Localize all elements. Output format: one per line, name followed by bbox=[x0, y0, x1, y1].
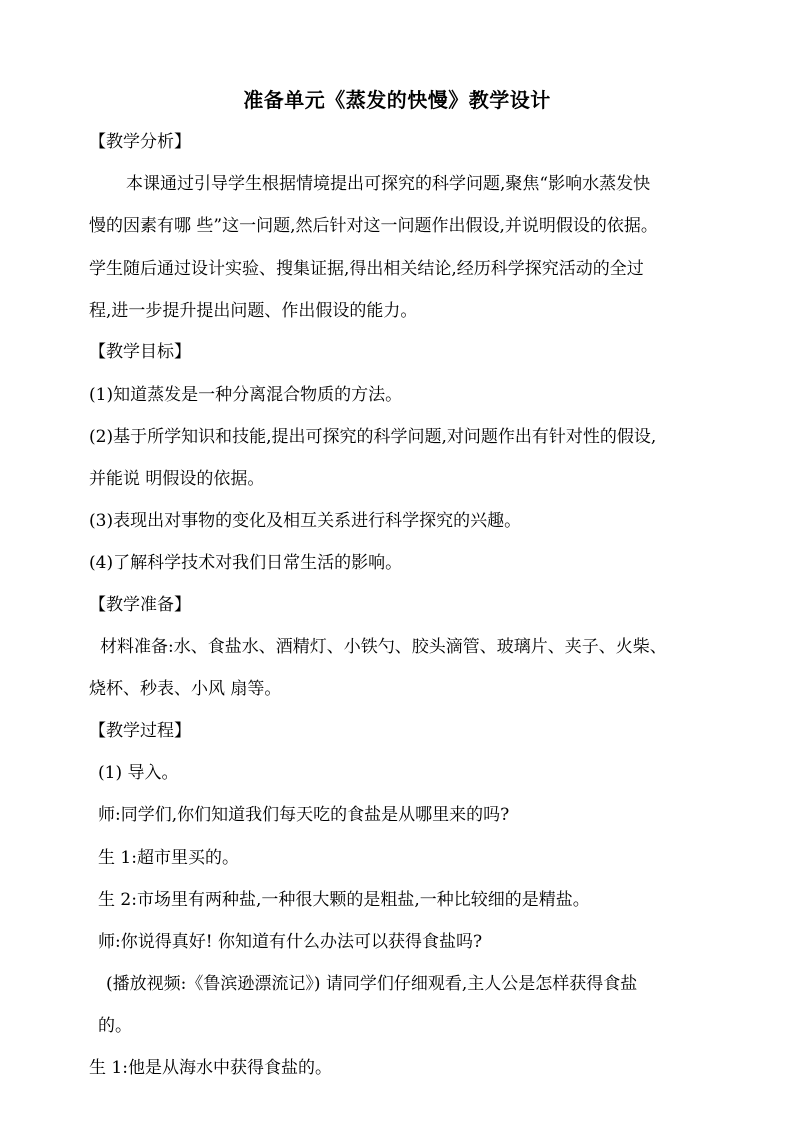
analysis-line-4: 程,进一步提升提出问题、作出假设的能力。 bbox=[89, 301, 418, 321]
analysis-line-2: 慢的因素有哪 些”这一问题,然后针对这一问题作出假设,并说明假设的依据。 bbox=[89, 216, 658, 236]
prep-line-1: 材料准备:水、食盐水、酒精灯、小铁勺、胶头滴管、玻璃片、夹子、火柴、 bbox=[100, 637, 667, 657]
process-line-5: 师:你说得真好! 你知道有什么办法可以获得食盐吗? bbox=[98, 932, 483, 952]
section-heading-prep: 【教学准备】 bbox=[89, 595, 191, 615]
process-line-7: 的。 bbox=[98, 1016, 132, 1036]
process-line-1: (1) 导入。 bbox=[98, 763, 179, 783]
analysis-line-1: 本课通过引导学生根据情境提出可探究的科学问题,聚焦“影响水蒸发快 bbox=[126, 174, 651, 194]
goal-line-1: (1)知道蒸发是一种分离混合物质的方法。 bbox=[89, 385, 403, 405]
goal-line-2: (2)基于所学知识和技能,提出可探究的科学问题,对问题作出有针对性的假设, bbox=[89, 427, 657, 447]
process-line-6: (播放视频:《鲁滨逊漂流记》) 请同学们仔细观看,主人公是怎样获得食盐 bbox=[106, 974, 638, 994]
goal-line-5: (4)了解科学技术对我们日常生活的影响。 bbox=[89, 553, 403, 573]
goal-line-3: 并能说 明假设的依据。 bbox=[89, 469, 265, 489]
process-line-3: 生 1:超市里买的。 bbox=[98, 848, 239, 868]
process-line-8: 生 1:他是从海水中获得食盐的。 bbox=[89, 1058, 332, 1078]
section-heading-process: 【教学过程】 bbox=[89, 721, 191, 741]
goal-line-4: (3)表现出对事物的变化及相互关系进行科学探究的兴趣。 bbox=[89, 511, 522, 531]
section-heading-analysis: 【教学分析】 bbox=[89, 132, 191, 152]
analysis-line-3: 学生随后通过设计实验、搜集证据,得出相关结论,经历科学探究活动的全过 bbox=[89, 259, 644, 279]
process-line-4: 生 2:市场里有两种盐,一种很大颗的是粗盐,一种比较细的是精盐。 bbox=[98, 890, 590, 910]
section-heading-goals: 【教学目标】 bbox=[89, 342, 191, 362]
document-title: 准备单元《蒸发的快慢》教学设计 bbox=[243, 88, 551, 112]
prep-line-2: 烧杯、秒表、小风 扇等。 bbox=[89, 679, 282, 699]
process-line-2: 师:同学们,你们知道我们每天吃的食盐是从哪里来的吗? bbox=[98, 805, 510, 825]
